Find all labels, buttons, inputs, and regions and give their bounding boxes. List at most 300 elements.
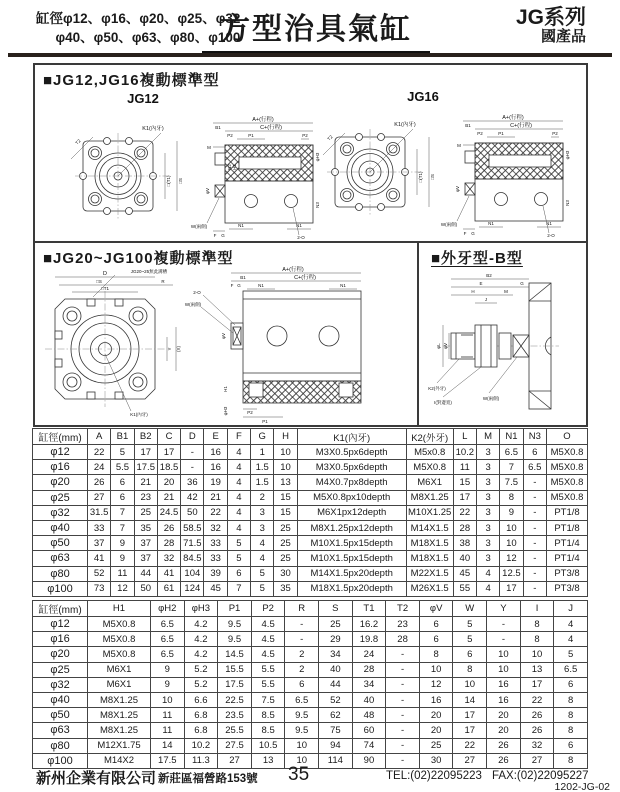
dimension-cell: 5 bbox=[453, 617, 487, 632]
dimension-cell: 28 bbox=[157, 536, 180, 551]
dimension-cell: 24.5 bbox=[157, 505, 180, 520]
table-row bbox=[33, 520, 588, 535]
dimension-cell: 55 bbox=[453, 581, 476, 596]
dimension-cell: 11 bbox=[111, 566, 134, 581]
dimension-cell: 3 bbox=[251, 505, 274, 520]
table-row bbox=[33, 566, 588, 581]
dimension-cell: 27 bbox=[218, 753, 252, 768]
dim-s: □S bbox=[430, 174, 435, 180]
table-row bbox=[33, 692, 588, 707]
dimension-cell: 36 bbox=[181, 475, 204, 490]
column-header: M bbox=[476, 429, 499, 445]
dimension-cell: 26 bbox=[487, 738, 521, 753]
bore-size-cell: φ63 bbox=[33, 551, 88, 566]
dim-k1: K1(內牙) bbox=[142, 126, 164, 132]
fax-number: FAX:(02)22095227 bbox=[492, 770, 589, 782]
column-header: I bbox=[520, 601, 554, 617]
dimension-cell: - bbox=[523, 536, 546, 551]
jg20-front-view bbox=[45, 268, 181, 418]
dimension-cell: 14 bbox=[151, 738, 185, 753]
dimension-cell: 71.5 bbox=[181, 536, 204, 551]
dim-n2: N2 bbox=[227, 164, 232, 170]
dim-h: H bbox=[471, 289, 475, 294]
dim-n1b: N1 bbox=[546, 221, 552, 226]
dimension-cell: 27 bbox=[520, 753, 554, 768]
dimension-cell: 2 bbox=[285, 647, 319, 662]
dimension-cell: 6.5 bbox=[151, 617, 185, 632]
dimension-cell: 4 bbox=[476, 566, 499, 581]
dimension-cell: 8 bbox=[520, 617, 554, 632]
dimension-cell: M10X1.5px15depth bbox=[297, 536, 406, 551]
bore-size-cell: φ25 bbox=[33, 490, 88, 505]
dimension-cell: 6.8 bbox=[184, 708, 218, 723]
dimension-cell: 3 bbox=[476, 490, 499, 505]
dimension-cell: 16 bbox=[204, 445, 227, 460]
dimension-cell: M14X1.5 bbox=[406, 520, 453, 535]
dimension-cell: 8 bbox=[520, 632, 554, 647]
jg16-front-view bbox=[323, 120, 435, 215]
dimension-cell: 27 bbox=[88, 490, 111, 505]
jg12-jg16-drawing bbox=[35, 85, 583, 239]
table-row bbox=[33, 617, 588, 632]
bore-size-cell: φ63 bbox=[33, 723, 88, 738]
dimension-cell: M5X0.8 bbox=[88, 617, 151, 632]
dimension-cell: 5.2 bbox=[184, 677, 218, 692]
dimension-cell: 15 bbox=[453, 475, 476, 490]
dimension-cell: 50 bbox=[181, 505, 204, 520]
section1-title: ■JG12,JG16複動標準型 bbox=[43, 72, 220, 89]
dimension-cell: 27.5 bbox=[218, 738, 252, 753]
dim-phiv: φV bbox=[205, 188, 210, 194]
dimension-cell: - bbox=[386, 723, 420, 738]
dimension-cell: - bbox=[386, 647, 420, 662]
dimension-cell: 8.5 bbox=[251, 708, 285, 723]
dimension-cell: 58.5 bbox=[181, 520, 204, 535]
dimension-cell: 4 bbox=[227, 460, 250, 475]
dimension-cell: 5 bbox=[251, 581, 274, 596]
dimension-cell: - bbox=[386, 738, 420, 753]
dimension-cell: 17.5 bbox=[151, 753, 185, 768]
bore-size-cell: φ25 bbox=[33, 662, 88, 677]
table-row bbox=[33, 677, 588, 692]
dimension-cell: M26X1.5 bbox=[406, 581, 453, 596]
dim-m: M bbox=[207, 145, 211, 150]
dimension-cell: 11 bbox=[453, 460, 476, 475]
dimension-cell: M3X0.5px6depth bbox=[297, 460, 406, 475]
dimension-cell: 6.5 bbox=[523, 460, 546, 475]
dimension-cell: M8X1.25 bbox=[88, 692, 151, 707]
dimension-cell: 8 bbox=[500, 490, 523, 505]
dimension-cell: 5.5 bbox=[251, 677, 285, 692]
dimension-cell: 52 bbox=[319, 692, 353, 707]
dimension-cell: 24 bbox=[88, 460, 111, 475]
dimension-cell: 22 bbox=[453, 738, 487, 753]
dimension-cell: M5X0.8 bbox=[547, 490, 588, 505]
column-header: L bbox=[453, 429, 476, 445]
dimension-cell: 37 bbox=[134, 536, 157, 551]
dimension-table-2-wrap bbox=[32, 600, 588, 769]
jg16-label: JG16 bbox=[407, 89, 439, 104]
dimension-cell: 10 bbox=[520, 647, 554, 662]
dimension-cell: 3 bbox=[476, 520, 499, 535]
dimension-cell: 40 bbox=[319, 662, 353, 677]
series-block bbox=[516, 6, 586, 46]
dimension-cell: 14.5 bbox=[218, 647, 252, 662]
dimension-cell: 5 bbox=[111, 445, 134, 460]
column-header: W bbox=[453, 601, 487, 617]
dimension-cell: 7 bbox=[227, 581, 250, 596]
bore-size-cell: φ40 bbox=[33, 692, 88, 707]
dimension-cell: 28 bbox=[352, 662, 386, 677]
dim-b1: B1 bbox=[240, 275, 246, 280]
dimension-cell: 6 bbox=[419, 617, 453, 632]
dim-m: M bbox=[504, 289, 508, 294]
dim-2o: 2-O bbox=[193, 290, 201, 295]
dimension-cell: 3 bbox=[251, 520, 274, 535]
dimension-cell: 5 bbox=[227, 551, 250, 566]
dimension-cell: 21 bbox=[157, 490, 180, 505]
dimension-cell: M18X1.5 bbox=[406, 551, 453, 566]
dimension-cell: - bbox=[181, 445, 204, 460]
dimension-cell: 30 bbox=[274, 566, 297, 581]
dimension-cell: 3 bbox=[476, 505, 499, 520]
dimension-cell: 25 bbox=[419, 738, 453, 753]
dimension-cell: 41 bbox=[157, 566, 180, 581]
table-row bbox=[33, 490, 588, 505]
dim-s: □S bbox=[178, 178, 183, 184]
dimension-cell: PT1/8 bbox=[547, 520, 588, 535]
column-header: D bbox=[181, 429, 204, 445]
dim-b1: B1 bbox=[215, 125, 221, 130]
dimension-cell: 3 bbox=[476, 445, 499, 460]
dim-n1b: N1 bbox=[296, 223, 302, 228]
dimension-cell: 5 bbox=[554, 647, 588, 662]
dimension-cell: 4 bbox=[476, 581, 499, 596]
dimension-cell: 4 bbox=[227, 490, 250, 505]
dimension-cell: 20 bbox=[487, 708, 521, 723]
column-header: T2 bbox=[386, 601, 420, 617]
dim-phih3: φH3 bbox=[223, 406, 228, 416]
dim-p2: P2 bbox=[247, 410, 253, 415]
dimension-cell: 4.5 bbox=[251, 647, 285, 662]
dimension-cell: - bbox=[386, 662, 420, 677]
column-header: B2 bbox=[134, 429, 157, 445]
dimension-cell: M5X0.8 bbox=[88, 647, 151, 662]
bore-size-cell: φ20 bbox=[33, 647, 88, 662]
bore-size-cell: φ12 bbox=[33, 445, 88, 460]
bore-size-cell: φ16 bbox=[33, 632, 88, 647]
column-header: G bbox=[251, 429, 274, 445]
table-row bbox=[33, 505, 588, 520]
dimension-cell: 45 bbox=[204, 581, 227, 596]
dimension-cell: 26 bbox=[520, 708, 554, 723]
jg12-side-view bbox=[191, 115, 320, 239]
dimension-cell: 16 bbox=[204, 460, 227, 475]
dim-b1: B1 bbox=[465, 123, 471, 128]
dimension-cell: 6 bbox=[285, 677, 319, 692]
dim-p2b: P2 bbox=[552, 131, 558, 136]
dimension-cell: 23 bbox=[386, 617, 420, 632]
column-header: 缸徑(mm) bbox=[33, 601, 88, 617]
dimension-cell: 10 bbox=[285, 753, 319, 768]
table-row bbox=[33, 723, 588, 738]
dimension-cell: M12X1.75 bbox=[88, 738, 151, 753]
dimension-cell: 3 bbox=[476, 475, 499, 490]
dim-p1: P1 bbox=[248, 133, 254, 138]
dimension-cell: M8X1.25 bbox=[88, 708, 151, 723]
dim-n1: N1 bbox=[258, 283, 264, 288]
phone-number: TEL:(02)22095223 bbox=[386, 770, 482, 782]
dimension-cell: 4 bbox=[251, 536, 274, 551]
column-header: C bbox=[157, 429, 180, 445]
dim-w: W(兩側) bbox=[440, 222, 458, 227]
dimension-cell: M5X0.8px10depth bbox=[297, 490, 406, 505]
dimension-cell: - bbox=[386, 753, 420, 768]
dimension-cell: 23 bbox=[134, 490, 157, 505]
dimension-cell: 6.6 bbox=[184, 692, 218, 707]
dimension-cell: 34 bbox=[319, 647, 353, 662]
dimension-cell: 6 bbox=[523, 445, 546, 460]
dimension-cell: PT1/4 bbox=[547, 551, 588, 566]
dimension-cell: 8 bbox=[554, 692, 588, 707]
dimension-cell: 17 bbox=[453, 708, 487, 723]
dim-t2: T2 bbox=[326, 134, 334, 142]
dimension-cell: 22 bbox=[204, 505, 227, 520]
column-header: T1 bbox=[352, 601, 386, 617]
dimension-cell: M5x0.8 bbox=[406, 445, 453, 460]
dimension-cell: M8X1.25 bbox=[88, 723, 151, 738]
dimension-cell: 25 bbox=[134, 505, 157, 520]
section-jg20-jg100 bbox=[35, 243, 586, 425]
dimension-cell: 1 bbox=[251, 445, 274, 460]
dimension-cell: 61 bbox=[157, 581, 180, 596]
dimension-cell: 9.5 bbox=[285, 708, 319, 723]
dimension-cell: 25 bbox=[274, 551, 297, 566]
dimension-cell: 10.5 bbox=[251, 738, 285, 753]
dimension-cell: - bbox=[386, 677, 420, 692]
dimension-table-1-wrap bbox=[32, 428, 588, 597]
dimension-cell: 5.2 bbox=[184, 662, 218, 677]
dimension-cell: 35 bbox=[134, 520, 157, 535]
bore-size-cell: φ80 bbox=[33, 738, 88, 753]
dimension-cell: - bbox=[487, 617, 521, 632]
dimension-cell: 39 bbox=[204, 566, 227, 581]
column-header: J bbox=[554, 601, 588, 617]
dimension-cell: PT3/8 bbox=[547, 566, 588, 581]
dimension-cell: 6 bbox=[554, 677, 588, 692]
document-number: 1202-JG-02 bbox=[554, 781, 610, 792]
column-header: φV bbox=[419, 601, 453, 617]
bore-size-cell: φ40 bbox=[33, 520, 88, 535]
column-header: φH2 bbox=[151, 601, 185, 617]
table-row bbox=[33, 445, 588, 460]
dimension-cell: 5 bbox=[251, 566, 274, 581]
dimension-cell: 60 bbox=[352, 723, 386, 738]
dim-c: C+(行程) bbox=[260, 125, 282, 131]
table-row bbox=[33, 738, 588, 753]
bore-size-cell: φ100 bbox=[33, 753, 88, 768]
dimension-cell: 4 bbox=[227, 445, 250, 460]
dimension-cell: 10 bbox=[500, 536, 523, 551]
bore-size-cell: φ50 bbox=[33, 708, 88, 723]
company-address: 新莊區福營路153號 bbox=[158, 773, 258, 785]
bore-line-1: 缸徑φ12、φ16、φ20、φ25、φ32 bbox=[36, 11, 241, 26]
dimension-cell: 6 bbox=[111, 490, 134, 505]
dimension-cell: 33 bbox=[204, 536, 227, 551]
dimension-cell: 8 bbox=[554, 723, 588, 738]
dimension-cell: 29 bbox=[319, 632, 353, 647]
dimension-cell: 62 bbox=[319, 708, 353, 723]
column-header: O bbox=[547, 429, 588, 445]
dimension-cell: 12.5 bbox=[500, 566, 523, 581]
dimension-cell: - bbox=[386, 692, 420, 707]
dim-phiv: φV bbox=[221, 333, 226, 339]
dimension-cell: 25 bbox=[319, 617, 353, 632]
dimension-cell: 38 bbox=[453, 536, 476, 551]
column-header: K2(外牙) bbox=[406, 429, 453, 445]
jg12-front-view bbox=[71, 124, 183, 219]
dim-g: G bbox=[471, 231, 475, 236]
dimension-cell: 1.5 bbox=[251, 460, 274, 475]
dimension-cell: M18X1.5 bbox=[406, 536, 453, 551]
bore-size-cell: φ80 bbox=[33, 566, 88, 581]
dim-p2: P2 bbox=[477, 131, 483, 136]
dimension-cell: M8X1.25px12depth bbox=[297, 520, 406, 535]
dimension-cell: 6 bbox=[453, 647, 487, 662]
column-header: φH3 bbox=[184, 601, 218, 617]
dimension-cell: 37 bbox=[134, 551, 157, 566]
dim-c: C+(行程) bbox=[294, 275, 316, 281]
dim-t1: □(T1) bbox=[418, 171, 423, 183]
dim-e: E bbox=[479, 281, 483, 286]
column-header: S bbox=[319, 601, 353, 617]
table-row bbox=[33, 632, 588, 647]
dimension-cell: 13 bbox=[251, 753, 285, 768]
dimension-cell: 13 bbox=[520, 662, 554, 677]
dim-a: A+(行程) bbox=[502, 115, 524, 121]
dimension-cell: 16 bbox=[487, 677, 521, 692]
dimension-cell: - bbox=[386, 708, 420, 723]
dim-j: J bbox=[484, 297, 488, 302]
dimension-cell: 44 bbox=[134, 566, 157, 581]
dimension-cell: - bbox=[523, 566, 546, 581]
dimension-cell: 15.5 bbox=[218, 662, 252, 677]
dimension-cell: 10 bbox=[274, 445, 297, 460]
dimension-cell: 9 bbox=[111, 536, 134, 551]
dim-a: A+(行程) bbox=[282, 267, 304, 273]
dimension-cell: 10 bbox=[285, 738, 319, 753]
dimension-cell: - bbox=[285, 617, 319, 632]
dimension-cell: 11 bbox=[151, 708, 185, 723]
table-row bbox=[33, 475, 588, 490]
dim-c: C+(行程) bbox=[510, 123, 532, 129]
dimension-cell: 48 bbox=[352, 708, 386, 723]
dim-h1: H1 bbox=[232, 164, 237, 170]
dimension-cell: 9 bbox=[500, 505, 523, 520]
dimension-cell: 40 bbox=[352, 692, 386, 707]
column-header: P2 bbox=[251, 601, 285, 617]
dim-n1: N1 bbox=[488, 221, 494, 226]
dimension-cell: 33 bbox=[88, 520, 111, 535]
dim-2o: 2-O bbox=[547, 233, 555, 238]
table-row bbox=[33, 536, 588, 551]
dimension-cell: 8 bbox=[453, 662, 487, 677]
dimension-cell: - bbox=[523, 551, 546, 566]
header-row bbox=[33, 601, 588, 617]
company-name: 新州企業有限公司 bbox=[36, 770, 157, 787]
dimension-cell: M5X0.8 bbox=[547, 445, 588, 460]
dimension-cell: PT1/4 bbox=[547, 536, 588, 551]
column-header: N1 bbox=[500, 429, 523, 445]
dimension-cell: 26 bbox=[88, 475, 111, 490]
dimension-table-2 bbox=[32, 600, 588, 769]
dim-h1: H1 bbox=[223, 386, 228, 392]
origin-label: 國產品 bbox=[540, 28, 586, 46]
dimension-cell: 12 bbox=[500, 551, 523, 566]
drawing-panel bbox=[33, 63, 588, 427]
dimension-cell: 5 bbox=[453, 632, 487, 647]
dimension-cell: 12 bbox=[419, 677, 453, 692]
dimension-cell: 16.2 bbox=[352, 617, 386, 632]
dimension-cell: 7.5 bbox=[251, 692, 285, 707]
dimension-cell: 20 bbox=[419, 723, 453, 738]
dim-phiv: φV bbox=[455, 186, 460, 192]
dimension-cell: 17 bbox=[157, 445, 180, 460]
b-type-drawing bbox=[419, 263, 583, 423]
dim-p1: P1 bbox=[498, 131, 504, 136]
dimension-cell: 17 bbox=[520, 677, 554, 692]
dimension-cell: 26 bbox=[157, 520, 180, 535]
dimension-cell: 4 bbox=[554, 632, 588, 647]
dimension-cell: 4 bbox=[554, 617, 588, 632]
dimension-cell: 74 bbox=[352, 738, 386, 753]
dimension-cell: 7 bbox=[111, 505, 134, 520]
dimension-cell: 8.5 bbox=[251, 723, 285, 738]
dimension-cell: 45 bbox=[453, 566, 476, 581]
dim-p1: P1 bbox=[262, 419, 268, 423]
dimension-cell: 4.5 bbox=[251, 617, 285, 632]
dimension-cell: 6.5 bbox=[500, 445, 523, 460]
dimension-cell: 11.3 bbox=[184, 753, 218, 768]
dim-r: R bbox=[161, 279, 165, 284]
dimension-cell: 10 bbox=[274, 460, 297, 475]
dimension-cell: 6 bbox=[111, 475, 134, 490]
dim-f: F bbox=[230, 283, 234, 288]
dimension-cell: 84.5 bbox=[181, 551, 204, 566]
dimension-cell: 42 bbox=[181, 490, 204, 505]
column-header: E bbox=[204, 429, 227, 445]
dimension-cell: 28 bbox=[453, 520, 476, 535]
dimension-cell: 5.5 bbox=[251, 662, 285, 677]
column-header: R bbox=[285, 601, 319, 617]
dimension-cell: M6X1 bbox=[88, 677, 151, 692]
bore-size-cell: φ32 bbox=[33, 505, 88, 520]
dimension-cell: 17 bbox=[453, 490, 476, 505]
dimension-cell: - bbox=[285, 632, 319, 647]
dimension-cell: 7 bbox=[500, 460, 523, 475]
groove-note: JG20~25無此溝槽 bbox=[130, 269, 168, 274]
dimension-cell: 4 bbox=[227, 505, 250, 520]
dimension-cell: 4.5 bbox=[251, 632, 285, 647]
dimension-cell: 10 bbox=[453, 677, 487, 692]
dim-g: G bbox=[221, 233, 225, 238]
dimension-cell: M10X1.25 bbox=[406, 505, 453, 520]
dimension-cell: 26 bbox=[487, 753, 521, 768]
dimension-cell: 27 bbox=[453, 753, 487, 768]
dim-phih3: φH3 bbox=[315, 152, 320, 162]
dim-p2b: P2 bbox=[302, 133, 308, 138]
dimension-cell: 17 bbox=[500, 581, 523, 596]
